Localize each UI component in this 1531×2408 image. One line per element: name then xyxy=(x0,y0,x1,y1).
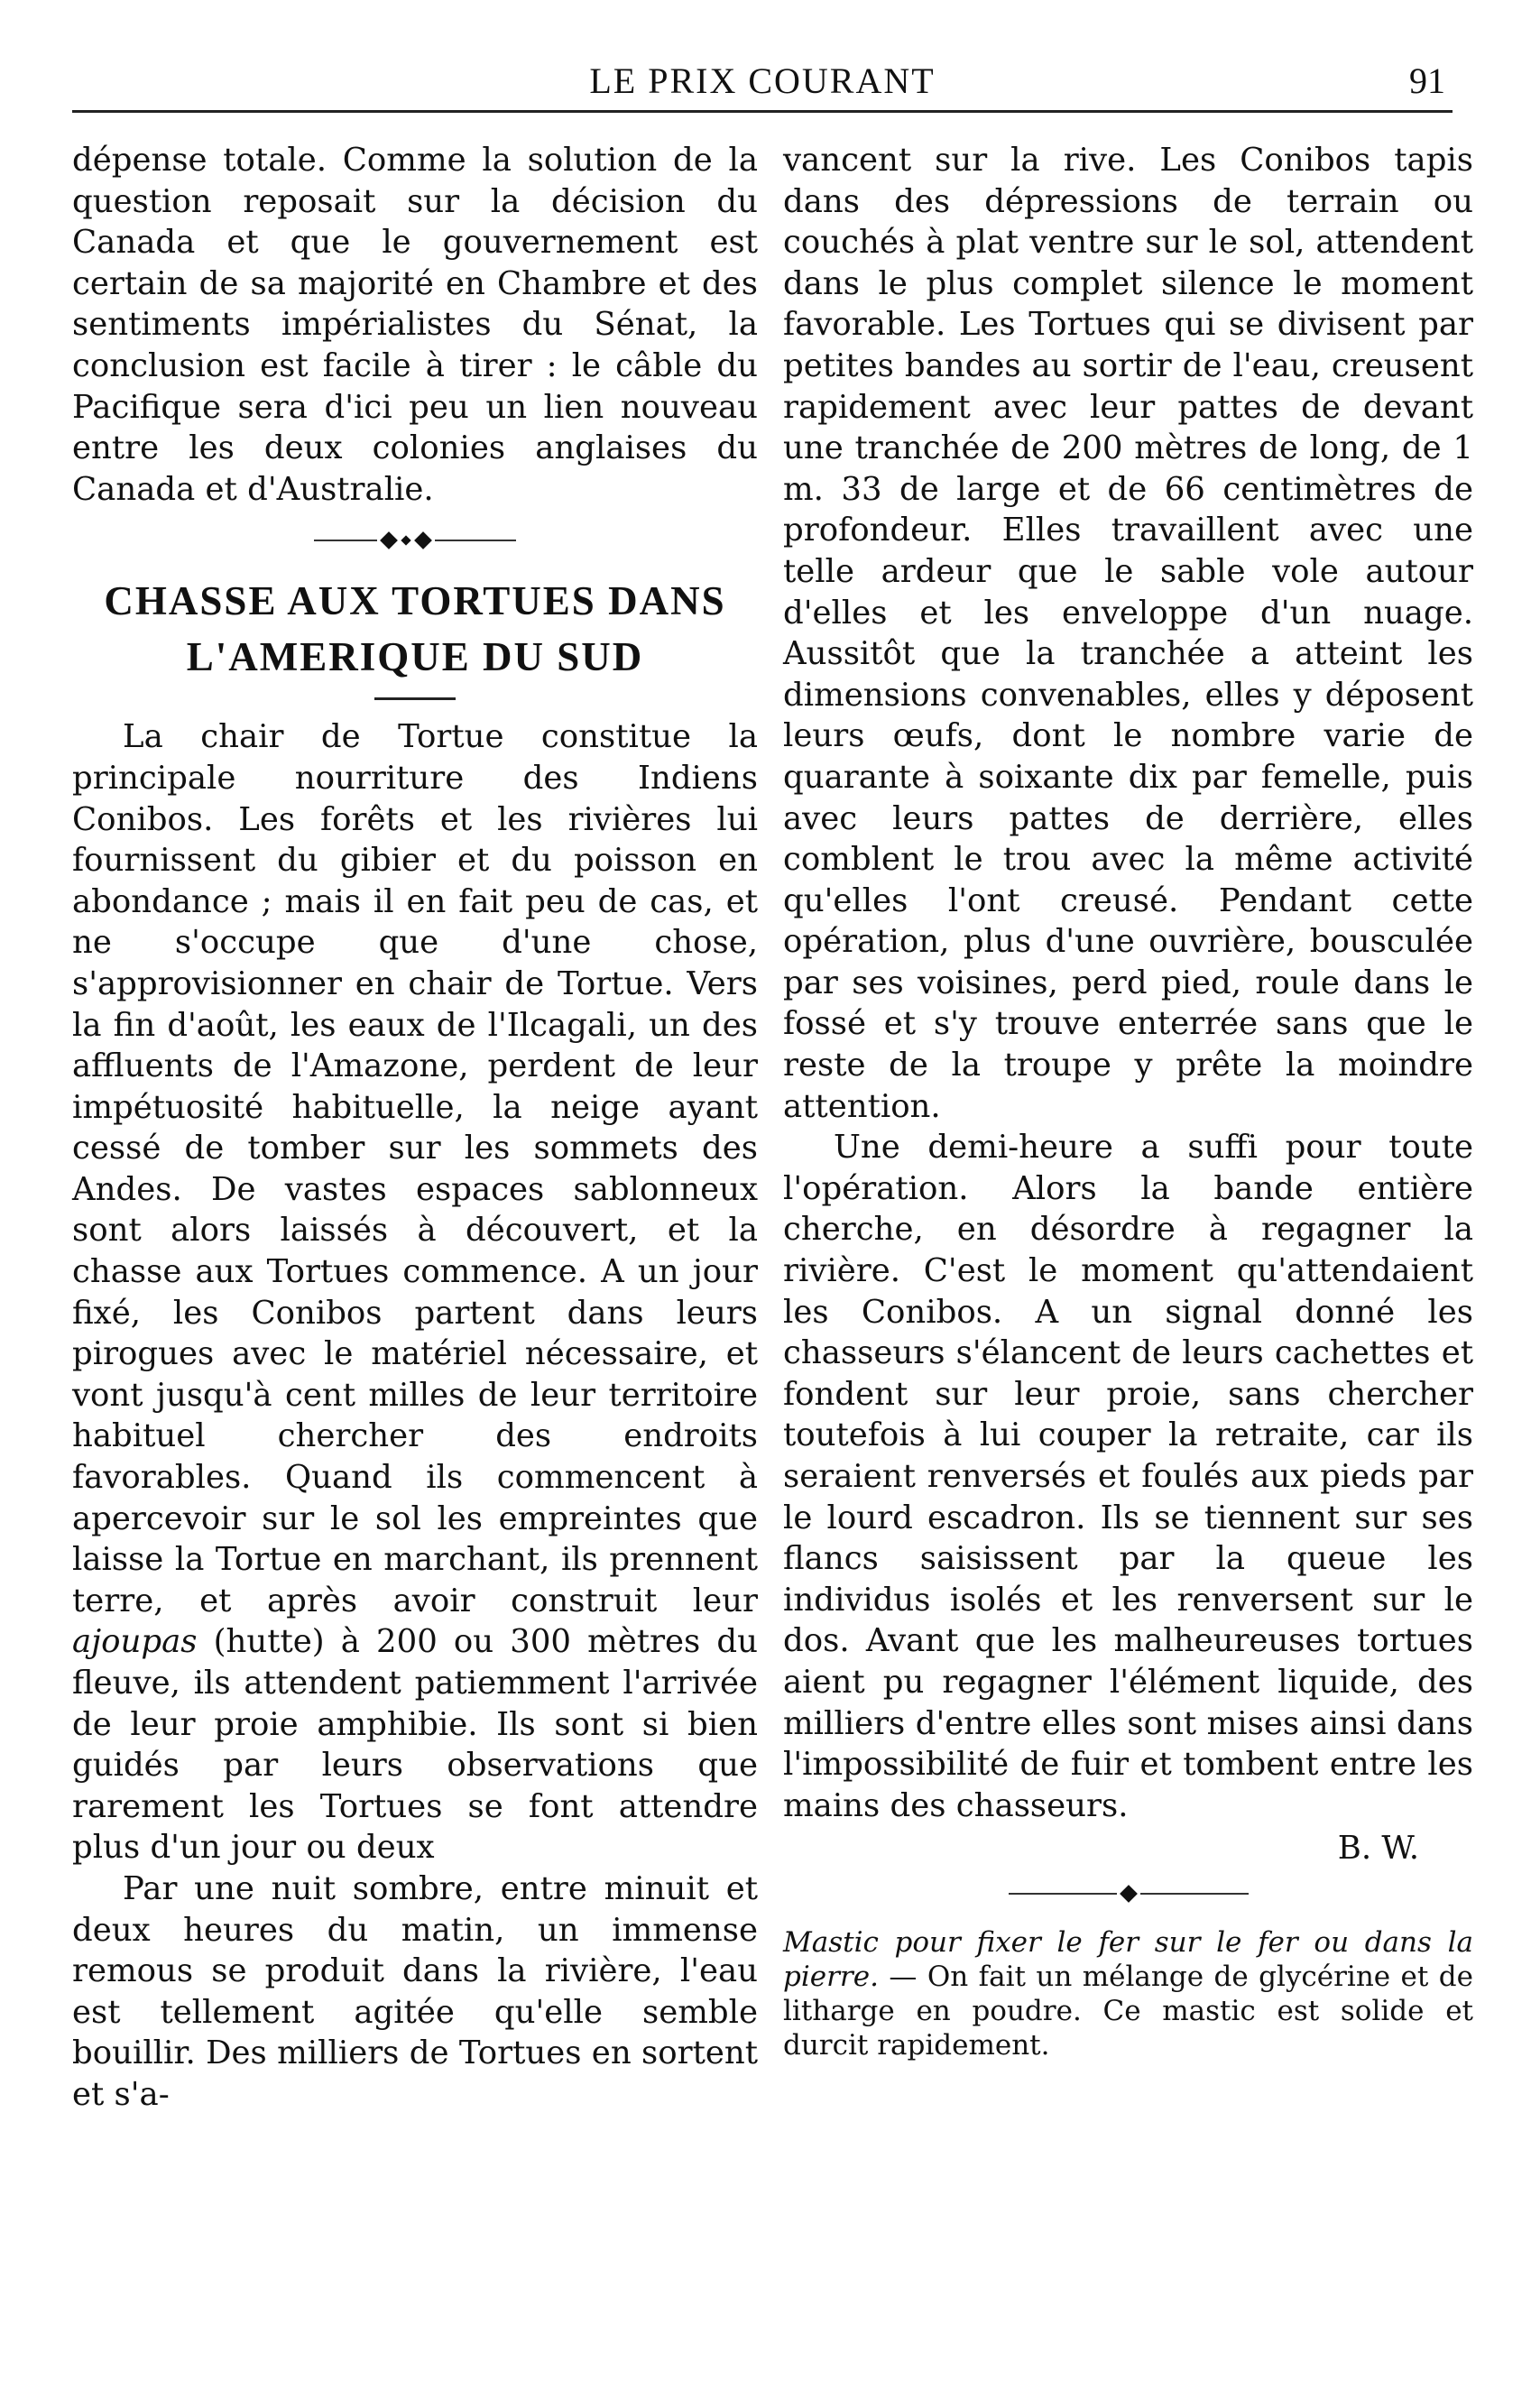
footnote-mastic xyxy=(783,1925,1473,2062)
divider-line xyxy=(1009,1893,1117,1895)
italic-term: ajoupas xyxy=(72,1623,198,1661)
dot-icon xyxy=(401,536,410,546)
intro-paragraph: dépense totale. Comme la solution de la question reposait sur la décision du Canada et que le gouvernement est certain de sa majorité en Chambre et des sentiments impérialistes du Sénat, la conclusion est facile à tirer : le câble du Pacifique sera d'ici peu un lien nouveau entre les deux colonies anglaises du Canada et d'Australie. xyxy=(72,142,758,508)
section-divider-ornament xyxy=(72,513,758,567)
article-title xyxy=(72,573,758,685)
divider-line xyxy=(314,540,377,541)
page-number: 91 xyxy=(1409,60,1445,101)
divider-line xyxy=(1140,1893,1249,1895)
title-rule xyxy=(374,697,456,700)
article-title-line2: L'AMERIQUE DU SUD xyxy=(186,634,644,680)
right-column xyxy=(783,140,1473,2062)
note-heading: Mastic pour fixer le fer sur le fer ou dans la pierre. xyxy=(783,1926,1473,1994)
author-signature: B. W. xyxy=(1337,1830,1419,1868)
left-column xyxy=(72,140,758,2116)
page-header xyxy=(72,56,1453,113)
paragraph-1-end: (hutte) à 200 ou 300 mètres du fleuve, ils attendent patiemment l'arrivée de leur proie amphibie. Ils sont si bien guidés par leurs observations que rarement les Tortues se font attendre plus d'un jour ou deux xyxy=(72,1623,758,1867)
diamond-icon xyxy=(1120,1885,1138,1903)
paragraph-1-text: La chair de Tortue constitue la principale nourriture des Indiens Conibos. Les forêts et les rivières lui fournissent du gibier et du poisson en abondance ; mais il en fait peu de cas, et ne s'occupe que d'une chose, s'approvisionner en chair de Tortue. Vers la fin d'août, les eaux de l'Ilcagali, un des affluents de l'Amazone, perdent de leur impétuosité habituelle, la neige ayant cessé de tomber sur les sommets des Andes. De vastes espaces sablonneux sont alors laissés à découvert, et la chasse aux Tortues commence. A un jour fixé, les Conibos partent dans leurs pirogues avec le matériel nécessaire, et vont jusqu'à cent milles de leur territoire habituel chercher des endroits favorables. Quand ils commencent à apercevoir sur le sol les empreintes que laisse la Tortue en marchant, ils prennent terre, et après avoir construit leur xyxy=(72,718,758,1619)
diamond-icon xyxy=(380,531,398,549)
note-text: — On fait un mélange de glycérine et de litharge en poudre. Ce mastic est solide et durcit rapidement. xyxy=(783,1961,1473,2062)
divider-line xyxy=(435,540,516,541)
article-title-line1: CHASSE AUX TORTUES DANS xyxy=(104,578,726,624)
end-divider-ornament xyxy=(783,1873,1473,1914)
article-paragraph-4: Une demi-heure a suffi pour toute l'opération. Alors la bande entière cherche, en désordre à regagner la rivière. C'est le moment qu'attendaient les Conibos. A un signal donné les chasseurs s'élancent de leurs cachettes et fondent sur leur proie, sans chercher toutefois à lui couper la retraite, car ils seraient renversés et foulés aux pieds par le lourd escadron. Ils se tiennent sur ses flancs saisissent par la queue les individus isolés et les renversent sur le dos. Avant que les malheureuses tortues aient pu regagner l'élément liquide, des milliers d'entre elles sont mises ainsi dans l'impossibilité de fuir et tombent entre les mains des chasseurs. xyxy=(783,1129,1473,1824)
article-paragraph-3: vancent sur la rive. Les Conibos tapis dans des dépressions de terrain ou couchés à plat ventre sur le sol, attendent dans le plus complet silence le moment favorable. Les Tortues qui se divisent par petites bandes au sortir de l'eau, creusent rapidement avec leur pattes de devant une tranchée de 200 mètres de long, de 1 m. 33 de large et de 66 centimètres de profondeur. Elles travaillent avec une telle ardeur que le sable vole autour d'elles et les enveloppe d'un nuage. Aussitôt que la tranchée a atteint les dimensions convenables, elles y déposent leurs œufs, dont le nombre varie de quarante à soixante dix par femelle, puis avec leurs pattes de derrière, elles comblent le trou avec la même activité qu'elles l'ont creusé. Pendant cette opération, plus d'une ouvrière, bousculée par ses voisines, perd pied, roule dans le fossé et s'y trouve enterrée sans que le reste de la troupe y prête la moindre attention. xyxy=(783,142,1473,1125)
diamond-icon xyxy=(414,531,432,549)
article-paragraph-1 xyxy=(72,716,758,1868)
running-head: LE PRIX COURANT xyxy=(589,60,936,101)
article-paragraph-2: Par une nuit sombre, entre minuit et deux heures du matin, un immense remous se produit dans la rivière, l'eau est tellement agitée qu'elle semble bouillir. Des milliers de Tortues en sortent et s'a- xyxy=(72,1869,758,2113)
